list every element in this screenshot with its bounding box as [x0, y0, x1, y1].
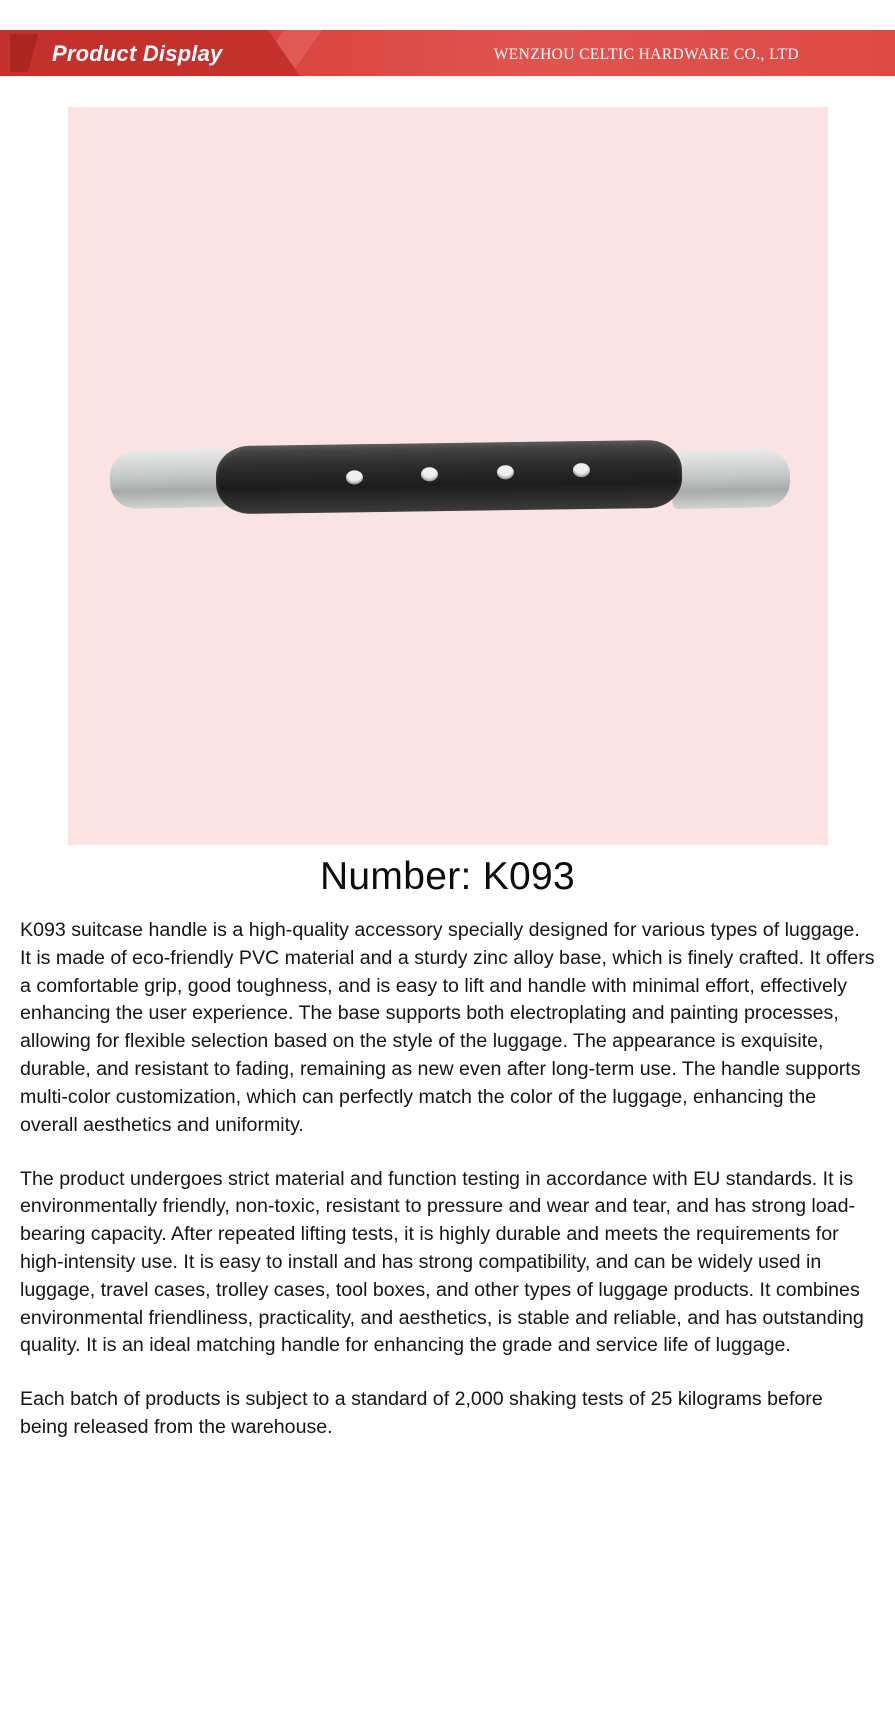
handle-hole [572, 463, 589, 477]
description-paragraph: The product undergoes strict material and function testing in accordance with EU standards. It is environmentally friendly, non-toxic, resistant to pressure and wear and tear, and has strong load-bearing capacity. After repeated lifting tests, it is highly durable and meets the requirements for high-intensity use. It is easy to install and has strong compatibility, and can be widely used in luggage, travel cases, trolley cases, tool boxes, and other types of luggage products. It combines environmental friendliness, practicality, and aesthetics, is stable and reliable, and has outstanding quality. It is an ideal matching handle for enhancing the grade and service life of luggage. [20, 1167, 864, 1357]
handle-hole [345, 470, 362, 484]
suitcase-handle-illustration [68, 435, 828, 525]
page-header [0, 0, 895, 86]
handle-hole-group [215, 440, 682, 514]
description-paragraph: Each batch of products is subject to a standard of 2,000 shaking tests of 25 kilograms before being released from the warehouse. [20, 1388, 823, 1438]
handle-hole [420, 467, 437, 481]
handle-end-cap-left [109, 449, 228, 509]
company-name: WENZHOU CELTIC HARDWARE CO., LTD [493, 46, 799, 63]
product-image [68, 107, 828, 845]
handle-hole [496, 465, 513, 479]
handle-end-cap-right [671, 449, 790, 509]
description-paragraph: K093 suitcase handle is a high-quality accessory specially designed for various types of luggage. It is made of eco-friendly PVC material and a sturdy zinc alloy base, which is finely crafted. It offers a comfortable grip, good toughness, and is easy to lift and handle with minimal effort, effectively enhancing the user experience. The base supports both electroplating and painting processes, allowing for flexible selection based on the style of the luggage. The appearance is exquisite, durable, and resistant to fading, remaining as new even after long-term use. The handle supports multi-color customization, which can perfectly match the color of the luggage, enhancing the overall aesthetics and uniformity. [20, 919, 875, 1136]
product-number: Number: K093 [319, 855, 576, 898]
handle-grip [215, 440, 682, 514]
page-title: Product Display [52, 41, 223, 66]
product-description [0, 917, 895, 1442]
